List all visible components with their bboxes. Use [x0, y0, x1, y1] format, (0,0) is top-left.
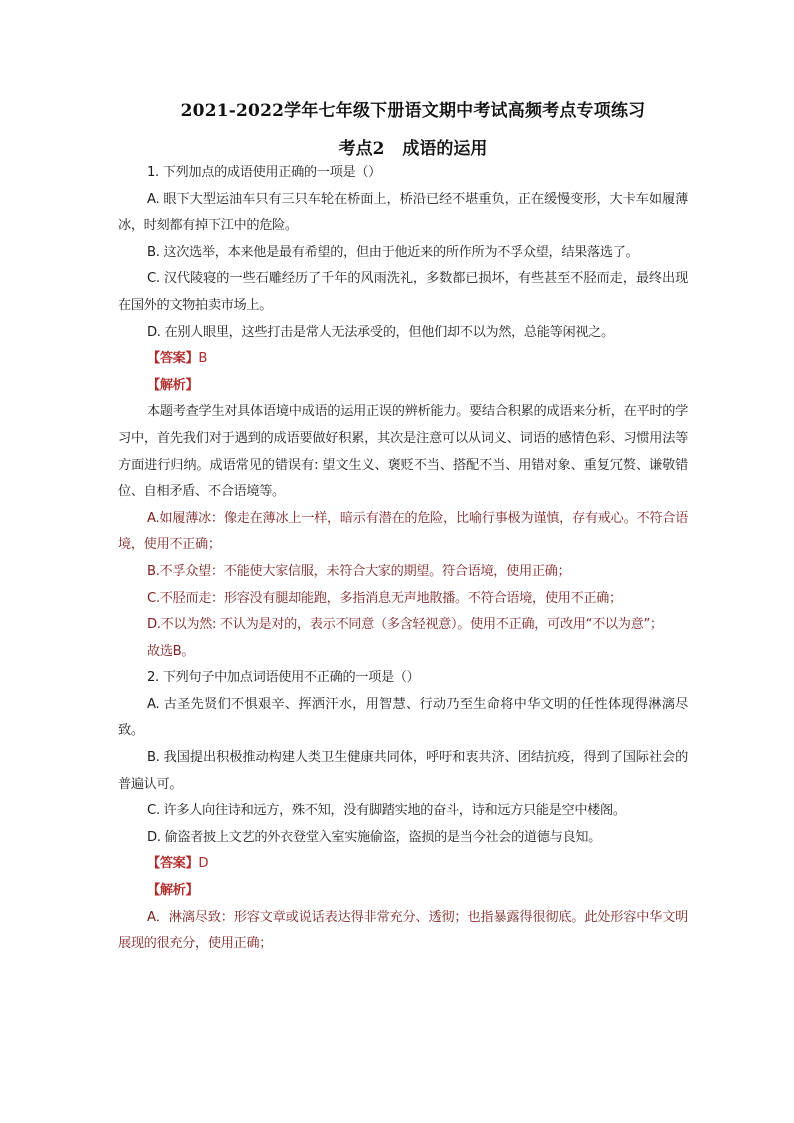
question-1-option-a: A. 眼下大型运油车只有三只车轮在桥面上，桥沿已经不堪重负，正在缓慢变形，大卡车如履薄冰，时刻都有掉下江中的危险。: [118, 191, 688, 234]
question-2-stem: 2. 下列句子中加点词语使用不正确的一项是（）: [147, 670, 420, 686]
question-2-option-d: D. 偷盗者披上文艺的外衣登堂入室实施偷盗，盗损的是当今社会的道德与良知。: [147, 829, 601, 845]
question-2-analysis-heading: [118, 878, 688, 905]
question-2-answer: [118, 851, 688, 878]
subtitle-topic-name: 成语的运用: [402, 139, 488, 159]
answer-value: D: [198, 856, 209, 872]
question-1-conclusion: 故选B。: [147, 643, 195, 659]
answer-tag: 【答案】: [147, 351, 199, 367]
question-2-option-c: C. 许多人向往诗和远方，殊不知，没有脚踏实地的奋斗，诗和远方只能是空中楼阁。: [147, 803, 626, 819]
question-1-analysis-d: D.不以为然: 不认为是对的，表示不同意（多含轻视意）。使用不正确，可改用“不以为意”；: [147, 617, 663, 633]
answer-tag: 【答案】: [147, 856, 199, 872]
document-subtitle: [16, 134, 794, 159]
question-2-option-a: A. 古圣先贤们不惧艰辛、挥洒汗水，用智慧、行动乃至生命将中华文明的任性体现得淋漓尽致。: [118, 696, 688, 739]
document-title: 2021-2022学年七年级下册语文期中考试高频考点专项练习: [180, 101, 646, 121]
question-1-analysis-intro: 本题考查学生对具体语境中成语的运用正误的辨析能力。要结合积累的成语来分析，在平时的学习中，首先我们对于遇到的成语要做好积累，其次是注意可以从词义、词语的感情色彩、习惯用法等方面进行归纳。成语常见的错误有: 望文生义、褒贬不当、搭配不当、用错对象、重复冗赘、谦敬错位、自相矛盾、不合语境等。: [118, 404, 688, 500]
analysis-tag: 【解析】: [147, 883, 199, 899]
question-1-option-c: C. 汉代陵寝的一些石雕经历了千年的风雨洗礼，多数都已损坏，有些甚至不胫而走，最终出现在国外的文物拍卖市场上。: [118, 271, 688, 313]
analysis-tag: 【解析】: [147, 377, 199, 393]
subtitle-topic-number: 考点2: [338, 139, 385, 159]
question-1-analysis-heading: [118, 373, 688, 400]
question-2-analysis-a: A．淋漓尽致：形容文章或说话表达得非常充分、透彻；也指暴露得很彻底。此处形容中华文明展现的很充分，使用正确；: [118, 909, 688, 952]
question-1-analysis-b: B.不孚众望：不能使大家信服，未符合大家的期望。符合语境，使用正确；: [147, 563, 571, 579]
question-2-option-b: B. 我国提出积极推动构建人类卫生健康共同体，呼吁和衷共济、团结抗疫，得到了国际社会的普遍认可。: [118, 750, 688, 792]
question-1-analysis-a: A.如履薄冰：像走在薄冰上一样，暗示有潜在的危险，比喻行事极为谨慎，存有戒心。不符合语境，使用不正确；: [118, 510, 688, 553]
question-1-analysis-c: C.不胫而走：形容没有腿却能跑，多指消息无声地散播。不符合语境，使用不正确；: [147, 590, 622, 606]
answer-value: B: [198, 351, 208, 367]
question-1-answer: [118, 346, 688, 373]
document-body: [118, 160, 688, 958]
question-1-option-b: B. 这次选举，本来他是最有希望的，但由于他近来的所作所为不孚众望，结果落选了。: [147, 244, 639, 260]
question-1-stem: 1. 下列加点的成语使用正确的一项是（）: [147, 165, 381, 180]
question-1-option-d: D. 在别人眼里，这些打击是常人无法承受的，但他们却不以为然，总能等闲视之。: [147, 324, 614, 340]
